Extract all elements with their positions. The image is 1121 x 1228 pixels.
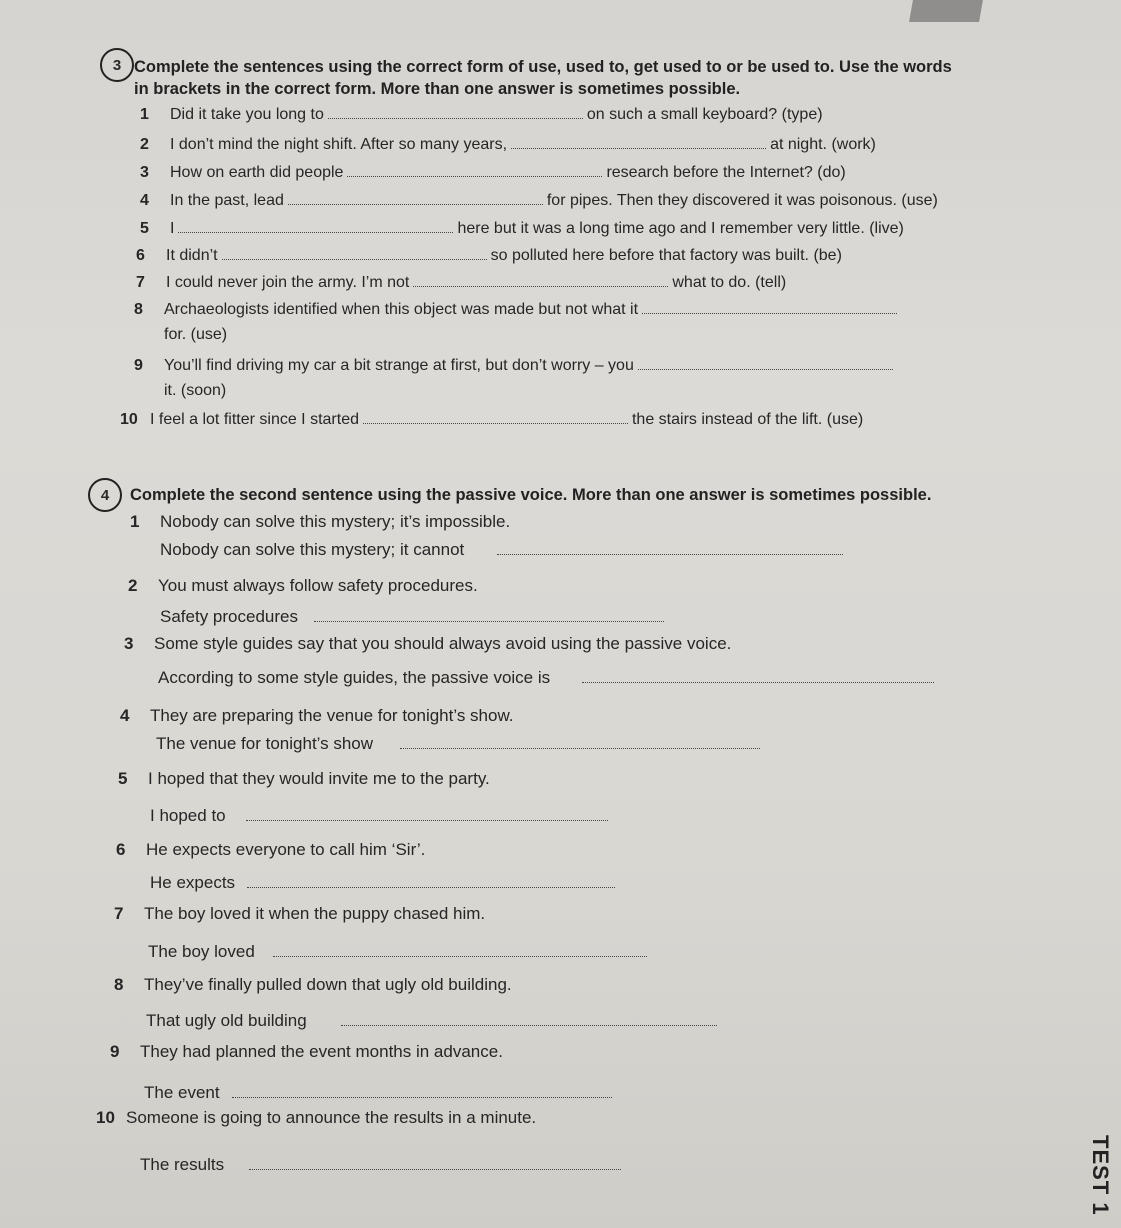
exercise-4-prompt — [118, 769, 490, 789]
item-text-before: In the past, lead — [170, 192, 284, 209]
answer-blank[interactable] — [642, 299, 897, 314]
item-continuation: it. (soon) — [164, 382, 227, 399]
exercise-3-instruction-line2: in brackets in the correct form. More than one answer is sometimes possible. — [134, 80, 741, 98]
item-number: 5 — [140, 220, 149, 237]
item-text-before: I could never join the army. I’m not — [166, 274, 410, 291]
exercise-3-instruction-line1: Complete the sentences using the correct form of use, used to, get used to or be used to. Use the words — [134, 58, 952, 76]
item-text-before: How on earth did people — [170, 164, 344, 181]
item-number: 4 — [120, 706, 130, 725]
item-number: 3 — [124, 634, 134, 653]
exercise-3-item — [134, 299, 901, 319]
item-text-before: I don’t mind the night shift. After so many years, — [170, 136, 508, 153]
item-number: 10 — [120, 411, 138, 428]
exercise-3-item — [120, 409, 863, 429]
item-continuation: for. (use) — [164, 326, 228, 343]
item-number: 9 — [110, 1042, 120, 1061]
answer-blank[interactable] — [273, 956, 647, 957]
exercise-4-answer-start: The results — [140, 1155, 225, 1174]
exercise-4-answer-start: The event — [144, 1083, 220, 1102]
exercise-4-answer-start: Safety procedures — [160, 607, 298, 626]
item-text-after: for pipes. Then they discovered it was poisonous. (use) — [546, 192, 938, 209]
item-text-after: the stairs instead of the lift. (use) — [631, 411, 864, 428]
exercise-4-answer-start: The venue for tonight’s show — [156, 734, 374, 753]
answer-blank[interactable] — [638, 355, 893, 370]
answer-blank[interactable] — [314, 621, 664, 622]
answer-blank[interactable] — [497, 554, 843, 555]
item-number: 7 — [114, 904, 124, 923]
item-text-after: research before the Internet? (do) — [606, 164, 846, 181]
exercise-4-answer-start: The boy loved — [148, 942, 255, 961]
item-text-before: You’ll find driving my car a bit strange at first, but don’t worry – you — [164, 357, 634, 374]
prompt-text: Some style guides say that you should always avoid using the passive voice. — [154, 634, 732, 653]
exercise-3-number: 3 — [100, 48, 134, 82]
item-number: 8 — [134, 301, 143, 318]
item-number: 7 — [136, 274, 145, 291]
item-number: 10 — [96, 1108, 115, 1127]
item-number: 9 — [134, 357, 143, 374]
item-text-after: here but it was a long time ago and I remember very little. (live) — [457, 220, 904, 237]
item-text-before: Archaeologists identified when this object was made but not what it — [164, 301, 639, 318]
exercise-4-answer-start: According to some style guides, the passive voice is — [158, 668, 551, 687]
item-number: 6 — [116, 840, 126, 859]
exercise-4-answer-start: He expects — [150, 873, 236, 892]
item-number: 1 — [130, 512, 140, 531]
item-number: 1 — [140, 106, 149, 123]
exercise-3-item — [136, 272, 786, 292]
prompt-text: I hoped that they would invite me to the party. — [148, 769, 490, 788]
answer-blank[interactable] — [249, 1169, 621, 1170]
exercise-3-item — [136, 245, 842, 265]
answer-blank[interactable] — [347, 162, 602, 177]
exercise-3-item — [140, 162, 846, 182]
exercise-3-item — [134, 355, 897, 375]
exercise-4-prompt — [96, 1108, 536, 1128]
answer-blank[interactable] — [178, 218, 453, 233]
item-text-before: Did it take you long to — [170, 106, 324, 123]
item-number: 6 — [136, 247, 145, 264]
item-number: 5 — [118, 769, 128, 788]
exercise-4-prompt — [116, 840, 425, 860]
item-number: 3 — [140, 164, 149, 181]
exercise-4-prompt — [124, 634, 731, 654]
item-text-before: I — [170, 220, 175, 237]
prompt-text: He expects everyone to call him ‘Sir’. — [146, 840, 426, 859]
answer-blank[interactable] — [400, 748, 760, 749]
exercise-4-prompt — [114, 975, 512, 995]
item-text-before: It didn’t — [166, 247, 218, 264]
answer-blank[interactable] — [246, 820, 608, 821]
item-text-after: at night. (work) — [770, 136, 876, 153]
prompt-text: They’ve finally pulled down that ugly old building. — [144, 975, 512, 994]
exercise-4-instruction: Complete the second sentence using the passive voice. More than one answer is sometimes possible. — [130, 486, 932, 504]
item-number: 8 — [114, 975, 124, 994]
prompt-text: Someone is going to announce the results in a minute. — [126, 1108, 537, 1127]
exercise-4-prompt — [128, 576, 478, 596]
item-number: 2 — [140, 136, 149, 153]
item-text-after: on such a small keyboard? (type) — [586, 106, 823, 123]
exercise-4-answer-start: That ugly old building — [146, 1011, 307, 1030]
answer-blank[interactable] — [363, 409, 628, 424]
item-number: 4 — [140, 192, 149, 209]
test-side-label: TEST 1 — [1088, 1135, 1113, 1216]
exercise-3-item — [140, 134, 876, 154]
exercise-4-number: 4 — [88, 478, 122, 512]
item-number: 2 — [128, 576, 138, 595]
exercise-4-answer-start: Nobody can solve this mystery; it cannot — [160, 540, 465, 559]
exercise-4-prompt — [114, 904, 485, 924]
answer-blank[interactable] — [511, 134, 766, 149]
exercise-4-prompt — [120, 706, 514, 726]
answer-blank[interactable] — [413, 272, 668, 287]
item-text-after: what to do. (tell) — [672, 274, 787, 291]
answer-blank[interactable] — [328, 104, 583, 119]
answer-blank[interactable] — [222, 245, 487, 260]
exercise-3-item — [140, 218, 904, 238]
answer-blank[interactable] — [582, 682, 934, 683]
answer-blank[interactable] — [247, 887, 615, 888]
prompt-text: They are preparing the venue for tonight’s show. — [150, 706, 514, 725]
item-text-before: I feel a lot fitter since I started — [150, 411, 359, 428]
exercise-3-item — [140, 190, 938, 210]
exercise-4-answer-start: I hoped to — [150, 806, 226, 825]
answer-blank[interactable] — [288, 190, 543, 205]
answer-blank[interactable] — [232, 1097, 612, 1098]
exercise-4-prompt — [110, 1042, 503, 1062]
prompt-text: The boy loved it when the puppy chased him. — [144, 904, 486, 923]
exercise-4-prompt — [130, 512, 510, 532]
prompt-text: Nobody can solve this mystery; it’s impossible. — [160, 512, 511, 531]
exercise-3-item — [140, 104, 823, 124]
answer-blank[interactable] — [341, 1025, 717, 1026]
prompt-text: You must always follow safety procedures. — [158, 576, 478, 595]
item-text-after: so polluted here before that factory was built. (be) — [490, 247, 842, 264]
prompt-text: They had planned the event months in advance. — [140, 1042, 503, 1061]
